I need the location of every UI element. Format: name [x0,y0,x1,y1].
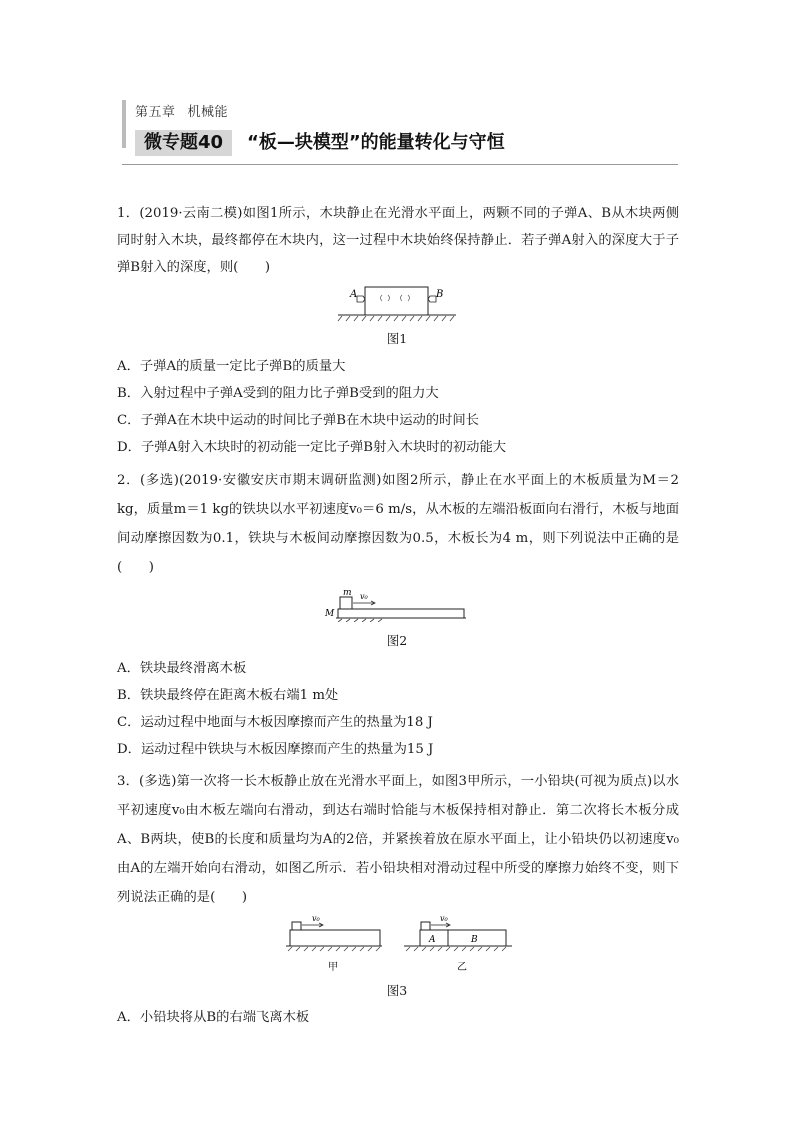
fig1-label-a: A [350,289,358,300]
q2-stem: 2．(多选)(2019·安徽安庆市期末调研监测)如图2所示，静止在水平面上的木板质量为M＝2 kg，质量m＝1 kg的铁块以水平初速度v₀＝6 m/s，从木板的左端沿板面向右滑行，木板与地面间动摩擦因数为0.1，铁块与木板间动摩擦因数为0.5，木板长为4 m，则下列说法中正确的是( ) [117,473,679,575]
q2-option-c: C．运动过程中地面与木板因摩擦而产生的热量为18 J [117,715,433,730]
figure-1-caption: 图1 [386,331,408,346]
q1-option-a: A．子弹A的质量一定比子弹B的质量大 [117,359,346,374]
q2-option-b: B．铁块最终停在距离木板右端1 m处 [117,688,339,703]
fig3-label-b: B [471,935,478,945]
fig3-label-a: A [429,935,436,945]
figure-2-caption: 图2 [386,633,408,648]
header-divider [122,164,678,165]
fig3-left-label-v0: v₀ [312,914,320,923]
figure-2-board-block [322,586,468,622]
figure-1-bullets-block [336,283,458,323]
fig2-label-v0: v₀ [360,592,368,601]
q1-option-d: D．子弹A射入木块时的初动能一定比子弹B射入木块时的初动能大 [117,440,507,455]
chapter-number: 第五章 [135,105,176,120]
fig3-sub-left: 甲 [328,962,338,973]
figure-3-caption: 图3 [386,983,408,998]
page-title: “板—块模型”的能量转化与守恒 [247,132,505,153]
chapter-topic: 机械能 [187,105,229,120]
q2-option-a: A．铁块最终滑离木板 [117,661,247,676]
figure-3-two-setups [284,912,514,974]
topic-tag: 微专题40 [135,130,232,156]
fig1-label-b: B [436,289,444,300]
q3-option-a: A．小铅块将从B的右端飞离木板 [117,1010,310,1025]
fig3-right-label-v0: v₀ [440,914,448,923]
q1-option-c: C．子弹A在木块中运动的时间比子弹B在木块中运动的时间长 [117,413,479,428]
header-accent-bar [122,100,126,148]
fig2-label-M: M [325,609,335,619]
fig2-label-m: m [343,588,352,598]
q2-option-d: D．运动过程中铁块与木板因摩擦而产生的热量为15 J [117,742,434,757]
q1-option-b: B．入射过程中子弹A受到的阻力比子弹B受到的阻力大 [117,386,439,401]
fig3-sub-right: 乙 [457,962,467,973]
q1-stem: 1．(2019·云南二模)如图1所示，木块静止在光滑水平面上，两颗不同的子弹A、B从木块两侧同时射入木块，最终都停在木块内，这一过程中木块始终保持静止．若子弹A射入的深度大于子弹B射入的深度，则( ) [117,206,679,275]
chapter-label [135,101,228,120]
q3-stem: 3．(多选)第一次将一长木板静止放在光滑水平面上，如图3甲所示，一小铅块(可视为质点)以水平初速度v₀由木板左端向右滑动，到达右端时恰能与木板保持相对静止．第二次将长木板分成A、B两块，使B的长度和质量均为A的2倍，并紧挨着放在原水平面上，让小铅块仍以初速度v₀由A的左端开始向右滑动，如图乙所示．若小铅块相对滑动过程中所受的摩擦力始终不变，则下列说法正确的是( ) [117,774,679,905]
